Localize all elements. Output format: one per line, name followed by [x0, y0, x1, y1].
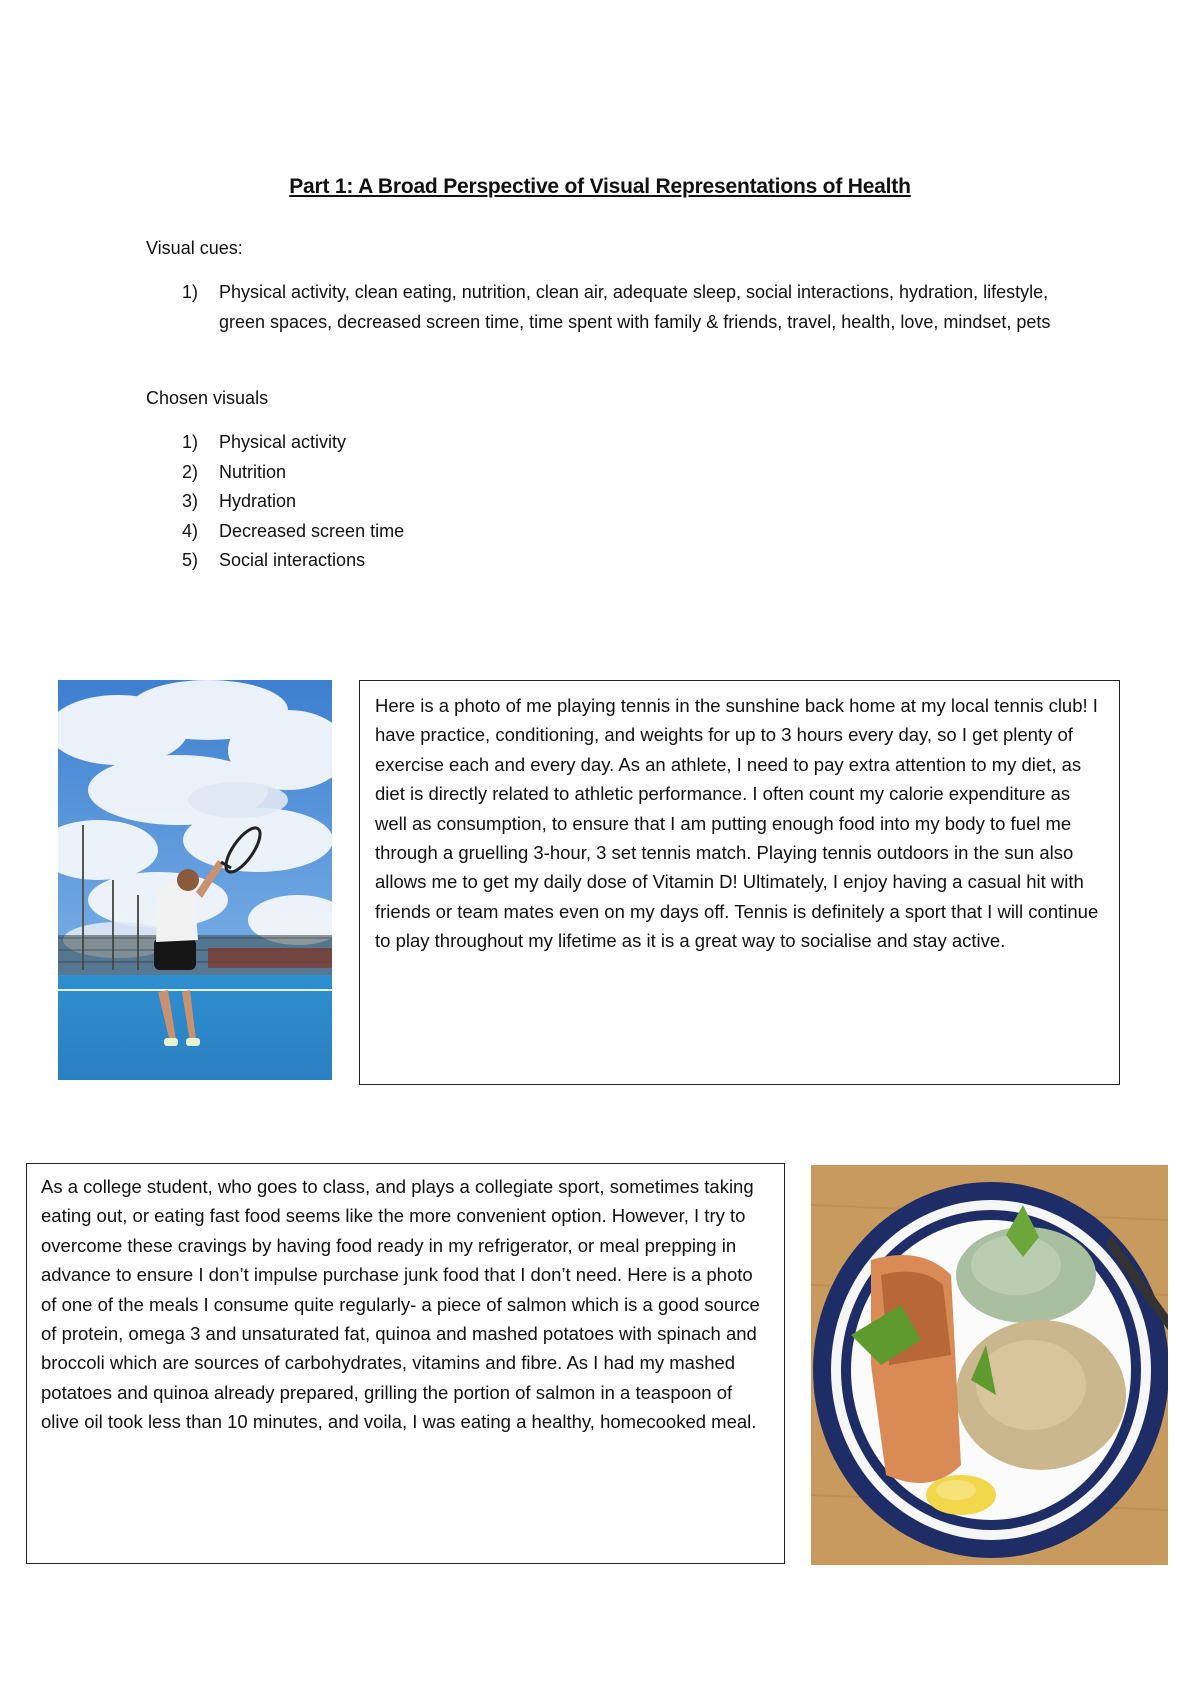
meal-paragraph: As a college student, who goes to class, and plays a collegiate sport, sometimes taking eating out, or eating fast food seems like the more convenient option. However, I try to overcome these cravings by having food ready in my refrigerator, or meal prepping in advance to ensure I don’t impulse purchase junk food that I don’t need. Here is a photo of one of the meals I consume quite regularly- a piece of salmon which is a good source of protein, omega 3 and unsaturated fat, quinoa and mashed potatoes with spinach and broccoli which are sources of carbohydrates, vitamins and fibre. As I had my mashed potatoes and quinoa already prepared, grilling the portion of salmon in a teaspoon of olive oil took less than 10 minutes, and voila, I was eating a healthy, homecooked meal. [41, 1176, 760, 1433]
meal-photo [811, 1165, 1168, 1565]
list-item-text: Hydration [219, 491, 297, 511]
tennis-text-box [359, 680, 1120, 1085]
meal-text-box [26, 1163, 785, 1564]
list-item-number: 5) [182, 550, 199, 570]
visual-cues-list [182, 278, 1052, 337]
list-item [182, 428, 682, 458]
list-item-number: 1) [182, 432, 199, 452]
list-item [182, 546, 682, 576]
list-item-number: 4) [182, 520, 199, 541]
list-item-number: 3) [182, 491, 199, 511]
list-item [182, 458, 682, 488]
list-item-text: Physical activity [219, 432, 347, 452]
list-item-text: Social interactions [219, 550, 366, 570]
list-item-number: 2) [182, 461, 199, 482]
list-item [182, 517, 682, 547]
list-item-text: Physical activity, clean eating, nutrition, clean air, adequate sleep, social interactions, hydration, lifestyle, green spaces, decreased screen time, time spent with family & friends, travel, health, love, mindset, pets [219, 282, 1051, 332]
tennis-paragraph: Here is a photo of me playing tennis in the sunshine back home at my local tennis club! I have practice, conditioning, and weights for up to 3 hours every day, so I get plenty of exercise each and every day. As an athlete, I need to pay extra attention to my diet, as diet is directly related to athletic performance. I often count my calorie expenditure as well as consumption, to ensure that I am putting enough food into my body to fuel me through a gruelling 3-hour, 3 set tennis match. Playing tennis outdoors in the sun also allows me to get my daily dose of Vitamin D! Ultimately, I enjoy having a casual hit with friends or team mates even on my days off. Tennis is definitely a sport that I will continue to play throughout my lifetime as it is a great way to socialise and stay active. [375, 695, 1099, 952]
list-item-text: Nutrition [219, 461, 287, 482]
visual-cues-label: Visual cues: [146, 238, 243, 258]
tennis-photo [58, 680, 332, 1080]
list-item-text: Decreased screen time [219, 520, 405, 541]
chosen-visuals-list [182, 428, 682, 576]
page-title: Part 1: A Broad Perspective of Visual Representations of Health [289, 175, 911, 198]
list-item [182, 487, 682, 517]
list-item-number: 1) [182, 282, 199, 302]
chosen-visuals-label: Chosen visuals [146, 388, 269, 408]
list-item [182, 278, 1052, 337]
